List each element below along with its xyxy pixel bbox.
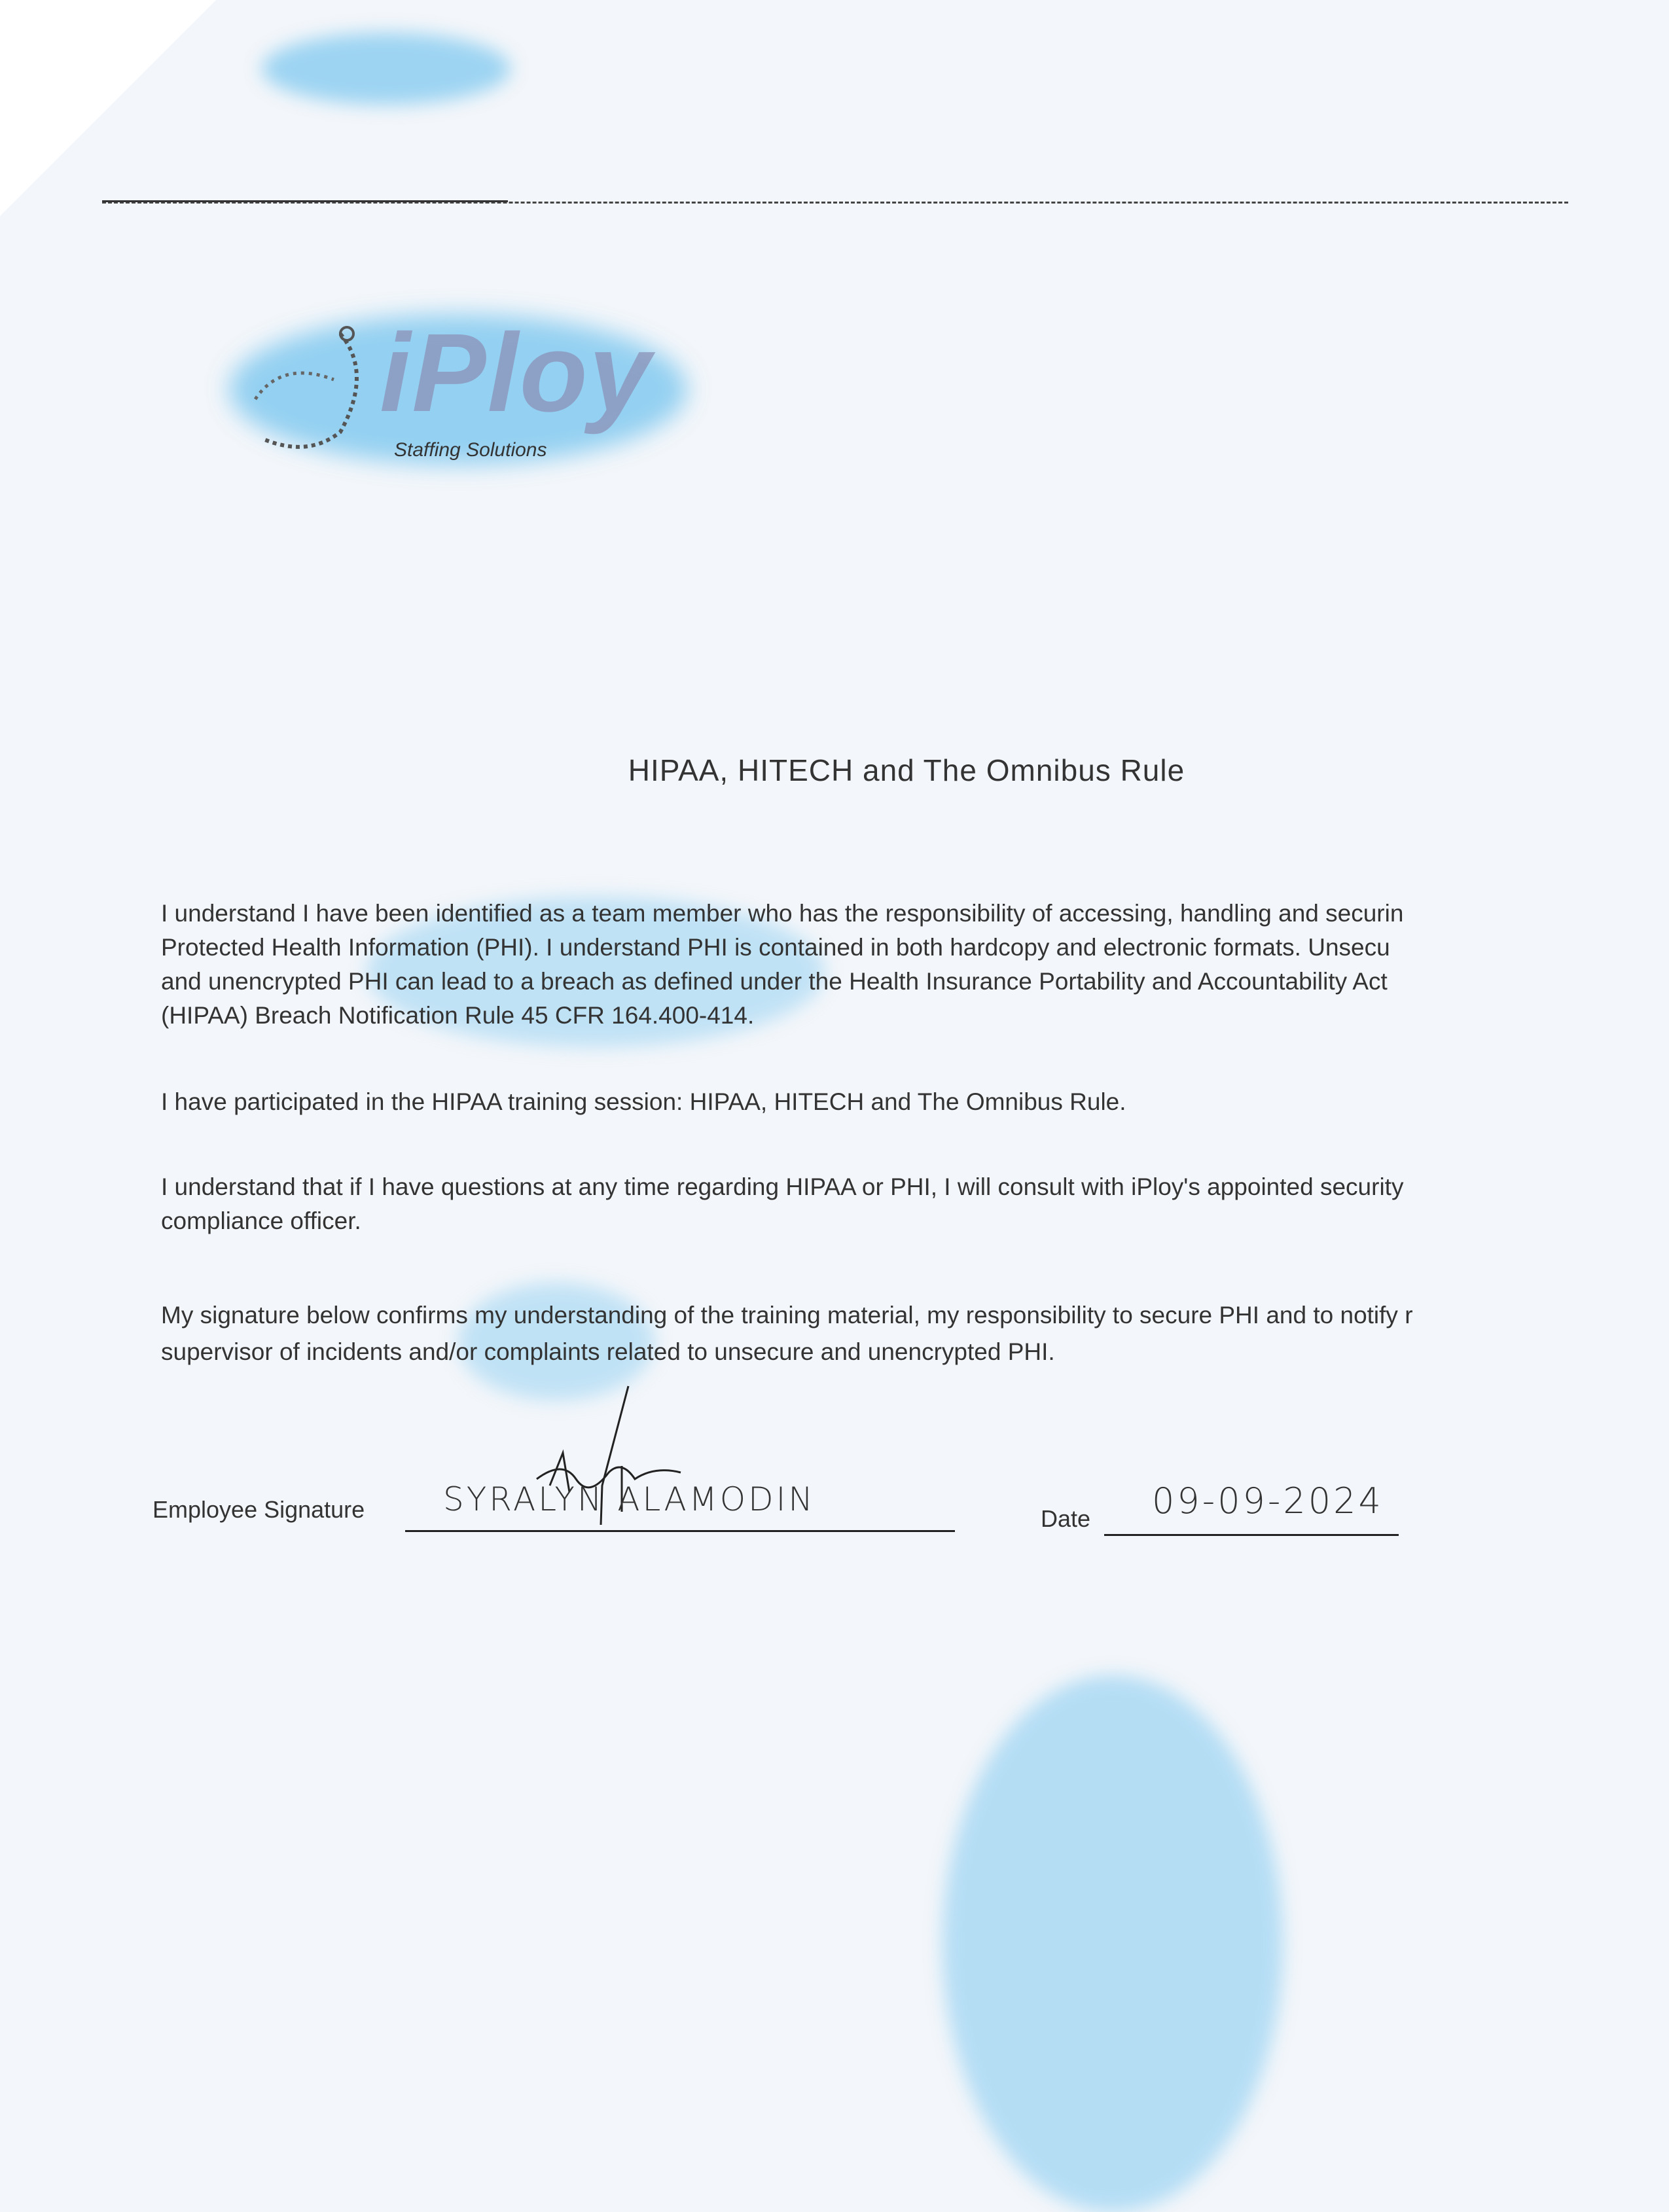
paragraph-1-line-4: (HIPAA) Breach Notification Rule 45 CFR 164.400-414.: [161, 1002, 755, 1029]
paragraph-2-line-1: I have participated in the HIPAA training session: HIPAA, HITECH and The Omnibus Rule.: [161, 1088, 1126, 1115]
document-title: HIPAA, HITECH and The Omnibus Rule: [628, 753, 1185, 787]
logo-tagline: Staffing Solutions: [394, 439, 547, 461]
ink-smudge-top: [262, 33, 511, 105]
folded-corner: [0, 0, 216, 216]
date-label: Date: [1041, 1505, 1091, 1532]
logo-wordmark: iPloy: [380, 311, 653, 435]
paragraph-1-line-1: I understand I have been identified as a team member who has the responsibility of accessing, handling and securin: [161, 900, 1404, 927]
printed-name: SYRALYN ALAMODIN: [443, 1480, 816, 1518]
paragraph-1-line-2: Protected Health Information (PHI). I understand PHI is contained in both hardcopy and electronic formats. Unsecu: [161, 934, 1390, 961]
paragraph-4-line-2: supervisor of incidents and/or complaints related to unsecure and unencrypted PHI.: [161, 1338, 1055, 1365]
paragraph-3-line-2: compliance officer.: [161, 1207, 361, 1234]
paragraph-4-line-1: My signature below confirms my understanding of the training material, my responsibility to secure PHI and to notify r: [161, 1302, 1413, 1329]
iploy-logo: [229, 308, 687, 497]
logo-swirl-icon: [242, 321, 386, 465]
employee-signature-label: Employee Signature: [153, 1496, 365, 1523]
date-line: [1104, 1534, 1399, 1536]
paragraph-3-line-1: I understand that if I have questions at any time regarding HIPAA or PHI, I will consult with iPloy's appointed security: [161, 1173, 1404, 1200]
paragraph-1-line-3: and unencrypted PHI can lead to a breach as defined under the Health Insurance Portability and Accountability Act: [161, 968, 1388, 995]
date-value: 09-09-2024: [1152, 1480, 1384, 1522]
header-divider-solid: [102, 200, 508, 202]
ink-smudge-bottom: [942, 1675, 1283, 2212]
